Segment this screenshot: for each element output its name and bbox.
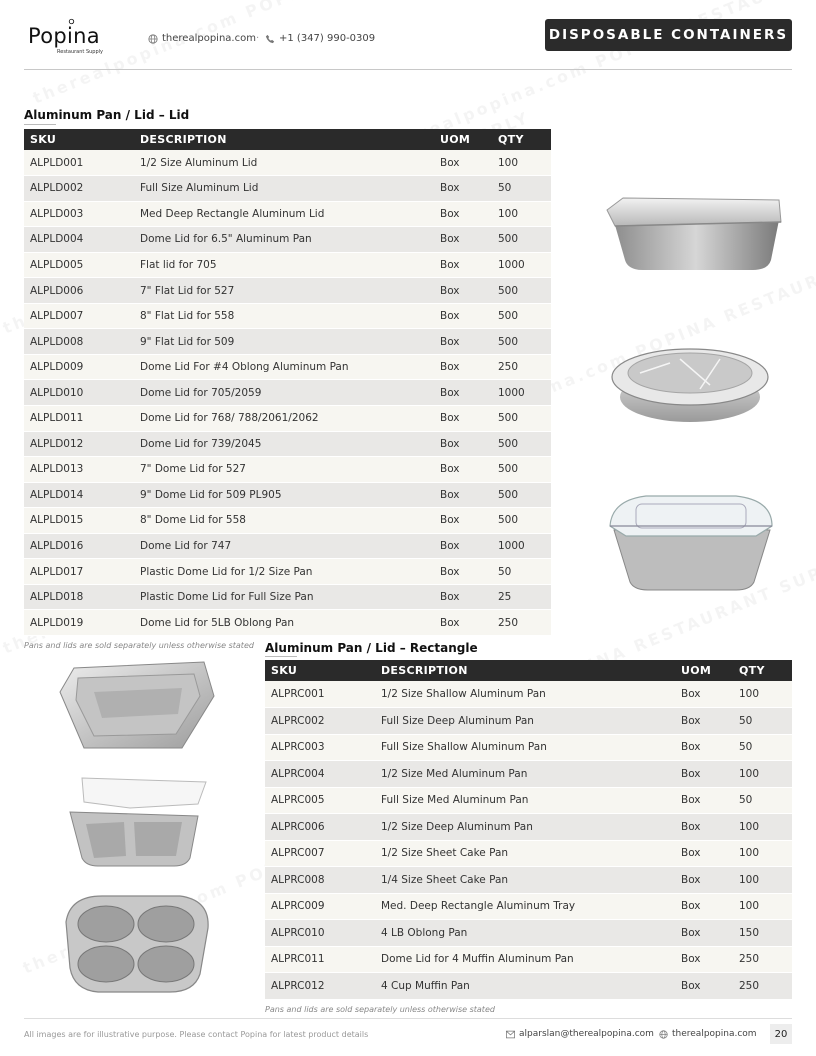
table-row [265,867,792,894]
description-cell: 1/2 Size Med Aluminum Pan [375,761,675,788]
table-row [24,201,551,227]
popina-logo [28,22,108,56]
globe-icon [148,34,158,44]
description-cell: Dome Lid for 739/2045 [134,431,434,457]
uom-cell: Box [675,814,733,841]
uom-cell: Box [434,508,492,534]
qty-cell: 50 [733,787,792,814]
sku-cell: ALPLD006 [24,278,134,304]
table-row [265,761,792,788]
description-cell: Full Size Deep Aluminum Pan [375,708,675,735]
uom-cell: Box [675,681,733,708]
qty-cell: 50 [492,559,551,585]
table-row [24,252,551,278]
description-cell: 4 Cup Muffin Pan [375,973,675,1000]
column-header-uom: UOM [434,129,492,150]
description-cell: Dome Lid for 747 [134,533,434,559]
qty-cell: 100 [733,867,792,894]
uom-cell: Box [434,533,492,559]
sku-cell: ALPRC010 [265,920,375,947]
rectangle-table-body [265,681,792,999]
uom-cell: Box [434,482,492,508]
uom-cell: Box [434,252,492,278]
description-cell: 4 LB Oblong Pan [375,920,675,947]
table-row [265,814,792,841]
sku-cell: ALPLD008 [24,329,134,355]
table-row [24,584,551,610]
section-title-rectangle: Aluminum Pan / Lid – Rectangle [265,641,478,655]
uom-cell: Box [434,201,492,227]
table-row [24,227,551,253]
uom-cell: Box [434,278,492,304]
table-row [265,840,792,867]
table-row [24,533,551,559]
table-row [24,610,551,636]
four-cup-muffin-pan-image [62,892,212,996]
sku-cell: ALPRC002 [265,708,375,735]
compartment-tray-with-lid-image [64,772,210,870]
qty-cell: 1000 [492,533,551,559]
section-title-underline [24,124,56,125]
lid-table-note: Pans and lids are sold separately unless otherwise stated [24,641,254,650]
uom-cell: Box [675,920,733,947]
uom-cell: Box [434,354,492,380]
description-cell: 1/2 Size Shallow Aluminum Pan [375,681,675,708]
uom-cell: Box [434,431,492,457]
uom-cell: Box [675,973,733,1000]
description-cell: Flat lid for 705 [134,252,434,278]
rectangle-table [265,660,792,1000]
table-row [24,457,551,483]
sku-cell: ALPLD014 [24,482,134,508]
sku-cell: ALPRC008 [265,867,375,894]
uom-cell: Box [675,946,733,973]
description-cell: Full Size Med Aluminum Pan [375,787,675,814]
sku-cell: ALPLD005 [24,252,134,278]
uom-cell: Box [675,708,733,735]
column-header-uom: UOM [675,660,733,681]
uom-cell: Box [675,787,733,814]
qty-cell: 50 [492,176,551,202]
sku-cell: ALPRC003 [265,734,375,761]
description-cell: 8" Dome Lid for 558 [134,508,434,534]
sku-cell: ALPRC001 [265,681,375,708]
table-row [24,431,551,457]
sku-cell: ALPLD009 [24,354,134,380]
table-row [24,176,551,202]
sku-cell: ALPRC011 [265,946,375,973]
description-cell: 9" Dome Lid for 509 PL905 [134,482,434,508]
qty-cell: 500 [492,227,551,253]
description-cell: 7" Flat Lid for 527 [134,278,434,304]
globe-icon [659,1030,668,1039]
sku-cell: ALPLD015 [24,508,134,534]
description-cell: Med Deep Rectangle Aluminum Lid [134,201,434,227]
uom-cell: Box [675,893,733,920]
uom-cell: Box [434,303,492,329]
table-row [24,278,551,304]
table-row [265,681,792,708]
description-cell: Dome Lid For #4 Oblong Aluminum Pan [134,354,434,380]
pan-with-plastic-dome-lid-image [606,490,776,594]
column-header-sku: SKU [24,129,134,150]
lid-table [24,129,551,636]
sku-cell: ALPLD016 [24,533,134,559]
sku-cell: ALPRC004 [265,761,375,788]
uom-cell: Box [434,405,492,431]
qty-cell: 500 [492,278,551,304]
description-cell: 1/2 Size Aluminum Lid [134,150,434,176]
qty-cell: 100 [733,681,792,708]
description-cell: Dome Lid for 768/ 788/2061/2062 [134,405,434,431]
header-divider [24,69,792,70]
sku-cell: ALPLD010 [24,380,134,406]
sku-cell: ALPLD012 [24,431,134,457]
qty-cell: 500 [492,508,551,534]
section-title-lid: Aluminum Pan / Lid – Lid [24,108,190,122]
table-header-row [24,129,551,150]
sku-cell: ALPLD018 [24,584,134,610]
sku-cell: ALPRC005 [265,787,375,814]
lid-table-body [24,150,551,635]
qty-cell: 50 [733,708,792,735]
qty-cell: 100 [733,840,792,867]
sku-cell: ALPRC006 [265,814,375,841]
footer-email[interactable] [506,1029,654,1039]
table-row [265,946,792,973]
qty-cell: 100 [492,150,551,176]
table-row [24,303,551,329]
rectangle-table-note: Pans and lids are sold separately unless otherwise stated [265,1005,495,1014]
sku-cell: ALPLD017 [24,559,134,585]
uom-cell: Box [675,867,733,894]
table-row [24,329,551,355]
table-row [24,559,551,585]
uom-cell: Box [675,761,733,788]
table-row [265,973,792,1000]
table-row [24,405,551,431]
mail-icon [506,1030,515,1039]
table-row [265,920,792,947]
table-row [24,150,551,176]
logo-wordmark: Popina [28,24,100,48]
footer-disclaimer: All images are for illustrative purpose. Please contact Popina for latest product details [24,1030,369,1039]
qty-cell: 500 [492,405,551,431]
qty-cell: 150 [733,920,792,947]
qty-cell: 100 [733,761,792,788]
qty-cell: 250 [733,946,792,973]
sku-cell: ALPRC009 [265,893,375,920]
description-cell: 9" Flat Lid for 509 [134,329,434,355]
description-cell: Full Size Shallow Aluminum Pan [375,734,675,761]
description-cell: 1/4 Size Sheet Cake Pan [375,867,675,894]
description-cell: 1/2 Size Sheet Cake Pan [375,840,675,867]
description-cell: Plastic Dome Lid for Full Size Pan [134,584,434,610]
header-phone-text: +1 (347) 990-0309 [279,33,376,44]
table-row [265,787,792,814]
qty-cell: 250 [733,973,792,1000]
uom-cell: Box [434,559,492,585]
uom-cell: Box [434,329,492,355]
footer-email-text: alparslan@therealpopina.com [519,1029,654,1039]
watermark-text [30,0,563,108]
description-cell: 8" Flat Lid for 558 [134,303,434,329]
sku-cell: ALPLD011 [24,405,134,431]
header-website-text: therealpopina.com [162,33,256,44]
qty-cell: 500 [492,457,551,483]
table-row [24,508,551,534]
qty-cell: 250 [492,610,551,636]
qty-cell: 500 [492,431,551,457]
column-header-sku: SKU [265,660,375,681]
column-header-description: DESCRIPTION [375,660,675,681]
uom-cell: Box [434,610,492,636]
qty-cell: 100 [492,201,551,227]
qty-cell: 1000 [492,380,551,406]
qty-cell: 50 [733,734,792,761]
uom-cell: Box [434,176,492,202]
category-banner: DISPOSABLE CONTAINERS [545,19,792,51]
description-cell: Dome Lid for 4 Muffin Aluminum Pan [375,946,675,973]
logo-subtitle: Restaurant Supply [57,49,104,55]
round-pan-with-dome-lid-image [610,335,770,427]
header-separator: · [256,33,260,44]
description-cell: Dome Lid for 705/2059 [134,380,434,406]
description-cell: Dome Lid for 5LB Oblong Pan [134,610,434,636]
stacked-aluminum-pans-image [54,656,218,752]
table-row [24,380,551,406]
table-row [24,482,551,508]
qty-cell: 100 [733,893,792,920]
footer-website[interactable] [659,1029,757,1039]
uom-cell: Box [434,457,492,483]
sku-cell: ALPLD004 [24,227,134,253]
sku-cell: ALPLD019 [24,610,134,636]
column-header-qty: QTY [733,660,792,681]
table-row [24,354,551,380]
phone-icon [265,34,275,44]
sku-cell: ALPLD013 [24,457,134,483]
sku-cell: ALPRC007 [265,840,375,867]
qty-cell: 500 [492,303,551,329]
uom-cell: Box [434,584,492,610]
header-phone[interactable] [265,33,375,44]
uom-cell: Box [675,840,733,867]
description-cell: Med. Deep Rectangle Aluminum Tray [375,893,675,920]
column-header-qty: QTY [492,129,551,150]
sku-cell: ALPLD007 [24,303,134,329]
qty-cell: 1000 [492,252,551,278]
table-row [265,708,792,735]
qty-cell: 100 [733,814,792,841]
sku-cell: ALPLD002 [24,176,134,202]
sku-cell: ALPLD001 [24,150,134,176]
qty-cell: 500 [492,482,551,508]
uom-cell: Box [434,380,492,406]
description-cell: 7" Dome Lid for 527 [134,457,434,483]
uom-cell: Box [434,227,492,253]
sku-cell: ALPLD003 [24,201,134,227]
table-row [265,734,792,761]
footer-divider [24,1018,792,1019]
page-number: 20 [770,1024,792,1044]
footer-website-text: therealpopina.com [672,1029,757,1039]
table-header-row [265,660,792,681]
table-row [265,893,792,920]
description-cell: Plastic Dome Lid for 1/2 Size Pan [134,559,434,585]
qty-cell: 250 [492,354,551,380]
sku-cell: ALPRC012 [265,973,375,1000]
header-website[interactable] [148,33,256,44]
description-cell: Full Size Aluminum Lid [134,176,434,202]
uom-cell: Box [434,150,492,176]
description-cell: Dome Lid for 6.5" Aluminum Pan [134,227,434,253]
uom-cell: Box [675,734,733,761]
rectangle-pan-with-flat-lid-image [603,190,783,280]
section-title-underline [265,656,297,657]
qty-cell: 500 [492,329,551,355]
column-header-description: DESCRIPTION [134,129,434,150]
description-cell: 1/2 Size Deep Aluminum Pan [375,814,675,841]
qty-cell: 25 [492,584,551,610]
